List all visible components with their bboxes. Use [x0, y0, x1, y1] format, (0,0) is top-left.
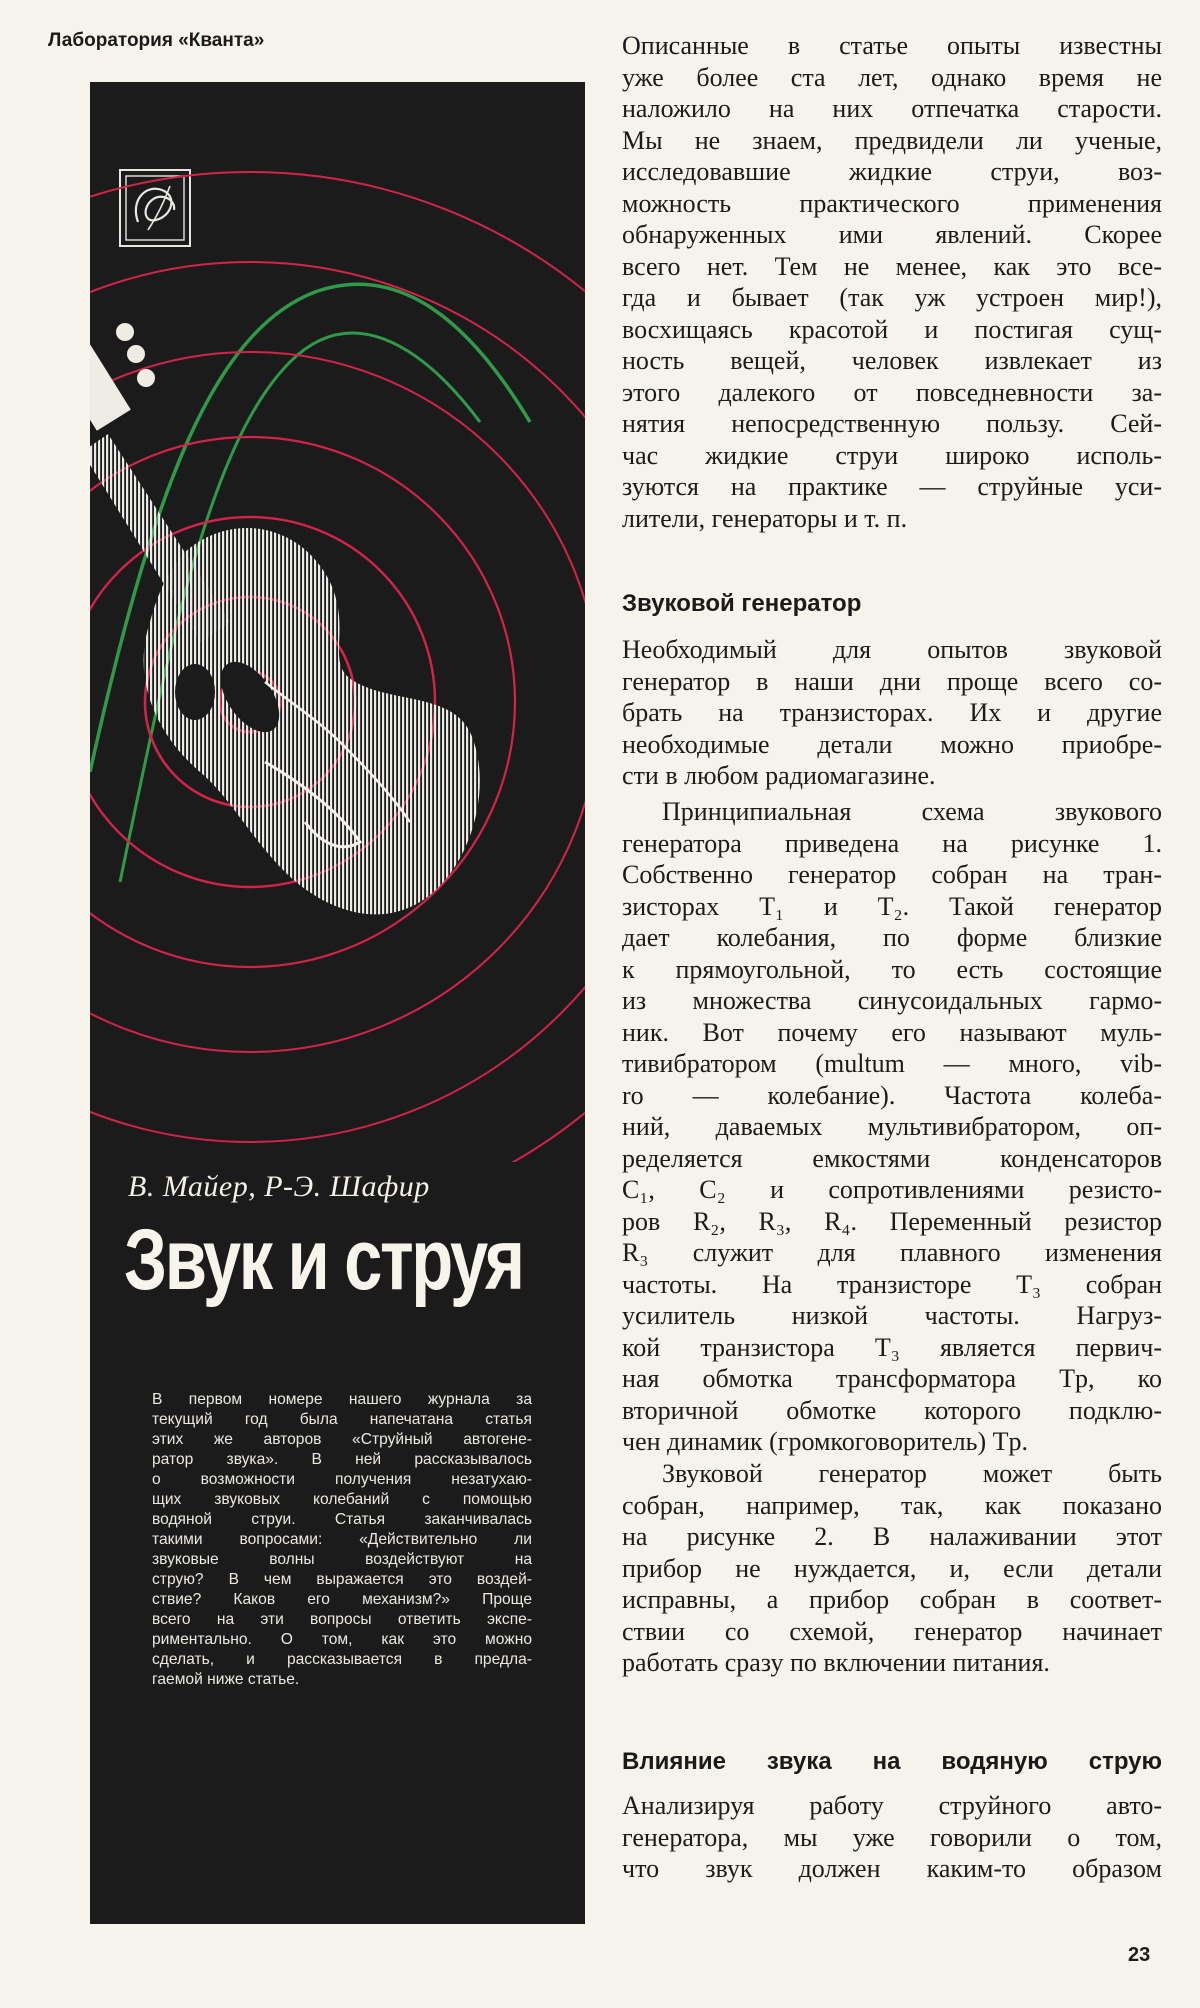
- paragraph-line: ров R₂, R₃, R₄. Переменный резистор: [622, 1206, 1162, 1236]
- paragraph-line: работать сразу по включении питания.: [622, 1648, 1050, 1677]
- paragraph-line: кой транзистора T₃ является первич-: [622, 1332, 1162, 1362]
- paragraph-line: уже более ста лет, однако время не: [622, 62, 1162, 92]
- paragraph-line: лители, генераторы и т. п.: [622, 503, 908, 533]
- article-authors: В. Майер, Р-Э. Шафир: [128, 1170, 430, 1203]
- paragraph-line: R₃ служит для плавного изменения: [622, 1238, 1162, 1267]
- paragraph-line: усилитель низкой частоты. Нагруз-: [622, 1301, 1162, 1330]
- paragraph-line: из множества синусоидальных гармо-: [622, 986, 1162, 1015]
- intro-line: ствие? Каков его механизм?» Проще: [152, 1591, 532, 1608]
- intro-line: водяной струи. Статья заканчивалась: [152, 1511, 532, 1528]
- page-number: 23: [1128, 1944, 1151, 1966]
- paragraph-line: ник. Вот почему его называют муль-: [622, 1017, 1162, 1047]
- generator-paragraph-2: [622, 796, 1162, 1458]
- paragraph-line: C₁, C₂ и сопротивлениями резисто-: [622, 1175, 1162, 1204]
- generator-paragraph-1: [622, 634, 1162, 792]
- intro-line: этих же авторов «Струйный автогене-: [152, 1431, 532, 1448]
- paragraph-line: ствии со схемой, генератор начинает: [622, 1616, 1162, 1646]
- article-intro: [152, 1390, 532, 1690]
- guitar-body-shadow: [175, 664, 215, 720]
- paragraph-line: зуются на практике — струйные уси-: [622, 472, 1162, 501]
- intro-line: риментально. О том, как это можно: [152, 1631, 532, 1648]
- opening-paragraph: [622, 30, 1162, 534]
- paragraph-line: наложило на них отпечатка старости.: [622, 94, 1162, 123]
- guitar-illustration: [90, 82, 585, 1162]
- intro-line: текущий год была напечатана статья: [152, 1411, 532, 1428]
- intro-line: щих звуковых колебаний с помощью: [152, 1491, 532, 1508]
- intro-line: звуковые волны воздействуют на: [152, 1551, 532, 1568]
- paragraph-line: вторичной обмотке которого подклю-: [622, 1395, 1162, 1425]
- influence-paragraph-1: [622, 1790, 1162, 1885]
- intro-line: В первом номере нашего журнала за: [152, 1391, 532, 1408]
- paragraph-line: нятия непосредственную пользу. Сей-: [622, 409, 1162, 438]
- paragraph-line: чен динамик (громкоговоритель) Tp.: [622, 1427, 1029, 1456]
- intro-line: ратор звука». В ней рассказывалось: [152, 1451, 532, 1468]
- paragraph-line: исследовавшие жидкие струи, воз-: [622, 157, 1162, 186]
- paragraph-line: гда и бывает (так уж устроен мир!),: [622, 283, 1162, 312]
- paragraph-line: ность вещей, человек извлекает из: [622, 346, 1162, 375]
- paragraph-line: ная обмотка трансформатора Tp, ко: [622, 1364, 1162, 1393]
- article-title: Звук и струя: [124, 1212, 523, 1308]
- paragraph-line: к прямоугольной, то есть состоящие: [622, 954, 1162, 984]
- paragraph-line: Мы не знаем, предвидели ли ученые,: [622, 125, 1162, 155]
- paragraph-line: ределяется емкостями конденсаторов: [622, 1143, 1162, 1173]
- paragraph-line: собран, например, так, как показано: [622, 1490, 1162, 1520]
- section-heading-generator: Звуковой генератор: [622, 590, 862, 617]
- paragraph-line: тивибратором (multum — много, vib-: [622, 1049, 1162, 1078]
- paragraph-line: на рисунке 2. В налаживании этот: [622, 1522, 1162, 1551]
- paragraph-line: исправны, а прибор собран в соответ-: [622, 1585, 1162, 1614]
- intro-line: такими вопросами: «Действительно ли: [152, 1531, 532, 1548]
- intro-line: о возможности получения незатухаю-: [152, 1471, 532, 1488]
- intro-line: сделать, и рассказывается в предла-: [152, 1651, 532, 1668]
- section-label: Лаборатория «Кванта»: [48, 30, 265, 51]
- paragraph-line: необходимые детали можно приобре-: [622, 729, 1162, 759]
- paragraph-line: дает колебания, по форме близкие: [622, 923, 1162, 952]
- paragraph-line: ro — колебание). Частота колеба-: [622, 1080, 1162, 1110]
- section-heading-influence: Влияние звука на водяную струю: [622, 1748, 1162, 1775]
- paragraph-line: ний, даваемых мультивибратором, оп-: [622, 1112, 1162, 1141]
- paragraph-line: что звук должен каким-то образом: [622, 1854, 1162, 1883]
- paragraph-line: Необходимый для опытов звуковой: [622, 635, 1162, 664]
- paragraph-line: прибор не нуждается, и, если детали: [622, 1553, 1162, 1583]
- paragraph-line: зисторах T₁ и T₂. Такой генератор: [622, 891, 1162, 921]
- paragraph-line: час жидкие струи широко исполь-: [622, 440, 1162, 470]
- paragraph-line: частоты. На транзисторе T₃ собран: [622, 1269, 1162, 1299]
- paragraph-line: Описанные в статье опыты известны: [622, 31, 1162, 60]
- intro-line: гаемой ниже статье.: [152, 1671, 300, 1688]
- paragraph-line: обнаруженных ими явлений. Скорее: [622, 220, 1162, 249]
- paragraph-line: генератора приведена на рисунке 1.: [622, 828, 1162, 858]
- paragraph-line: генератор в наши дни проще всего со-: [622, 666, 1162, 696]
- paragraph-line: брать на транзисторах. Их и другие: [622, 698, 1162, 727]
- intro-line: струю? В чем выражается это воздей-: [152, 1571, 532, 1588]
- guitar-body: [144, 528, 480, 914]
- generator-paragraph-3: [622, 1458, 1162, 1679]
- paragraph-line: можность практического применения: [622, 188, 1162, 218]
- paragraph-line: Звуковой генератор может быть: [662, 1459, 1162, 1488]
- paragraph-line: восхищаясь красотой и постигая сущ-: [622, 314, 1162, 344]
- paragraph-line: этого далекого от повседневности за-: [622, 377, 1162, 407]
- paragraph-line: генератора, мы уже говорили о том,: [622, 1822, 1162, 1852]
- intro-line: всего на эти вопросы ответить экспе-: [152, 1611, 532, 1628]
- paragraph-line: Собственно генератор собран на тран-: [622, 860, 1162, 889]
- paragraph-line: сти в любом радиомагазине.: [622, 761, 936, 790]
- paragraph-line: Принципиальная схема звукового: [662, 797, 1162, 826]
- paragraph-line: Анализируя работу струйного авто-: [622, 1791, 1162, 1820]
- paragraph-line: всего нет. Тем не менее, как это все-: [622, 251, 1162, 281]
- article-title-panel: [90, 82, 585, 1924]
